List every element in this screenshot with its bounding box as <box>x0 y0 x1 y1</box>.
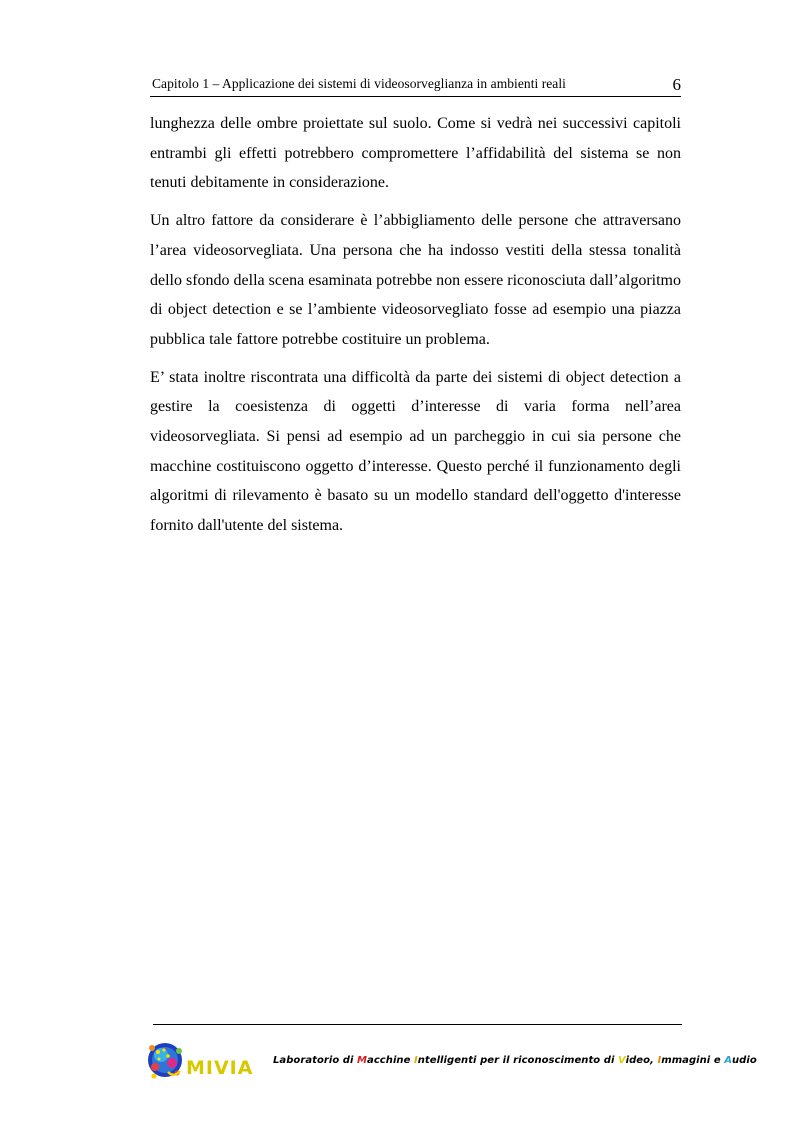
mivia-logo-icon <box>144 1036 254 1086</box>
lab-part: acchine <box>367 1055 414 1066</box>
lab-part: udio <box>731 1055 757 1066</box>
lab-initial-i: I <box>413 1055 418 1066</box>
logo-text: MIVIA <box>186 1057 254 1079</box>
lab-part: mmagini e <box>661 1055 725 1066</box>
lab-name <box>273 1055 757 1066</box>
lab-initial-m: M <box>357 1055 368 1066</box>
lab-part: Laboratorio di <box>273 1055 358 1066</box>
mivia-logo <box>144 1036 254 1086</box>
body-text <box>150 109 681 549</box>
footer-divider <box>153 1024 682 1025</box>
page-number: 6 <box>672 75 681 94</box>
chapter-title: Capitolo 1 – Applicazione dei sistemi di videosorveglianza in ambienti reali <box>152 76 566 91</box>
lab-initial-i2: I <box>657 1055 662 1066</box>
lab-part: ntelligenti per il riconoscimento di <box>417 1055 618 1066</box>
lab-initial-a: A <box>724 1055 732 1066</box>
paragraph-1: lunghezza delle ombre proiettate sul suolo. Come si vedrà nei successivi capitoli entrambi gli effetti potrebbero compromettere l’affidabilità del sistema se non tenuti debitamente in considerazione. <box>150 115 681 192</box>
lab-initial-v: V <box>617 1055 626 1066</box>
page-header <box>150 74 681 97</box>
lab-part: ideo, <box>625 1055 658 1066</box>
paragraph-3: E’ stata inoltre riscontrata una difficoltà da parte dei sistemi di object detection a gestire la coesistenza di oggetti d’interesse di varia forma nell’area videosorvegliata. Si pensi ad esempio ad un parcheggio in cui sia persone che macchine costituiscono oggetto d’interesse. Questo perché il funzionamento degli algoritmi di rilevamento è basato su un modello standard dell'oggetto d'interesse fornito dall'utente del sistema. <box>150 368 681 535</box>
paragraph-2: Un altro fattore da considerare è l’abbigliamento delle persone che attraversano l’area videosorvegliata. Una persona che ha indosso vestiti della stessa tonalità dello sfondo della scena esaminata potrebbe non essere riconosciuta dall’algoritmo di object detection e se l’ambiente videosorvegliato fosse ad esempio una piazza pubblica tale fattore potrebbe costituire un problema. <box>150 212 681 348</box>
